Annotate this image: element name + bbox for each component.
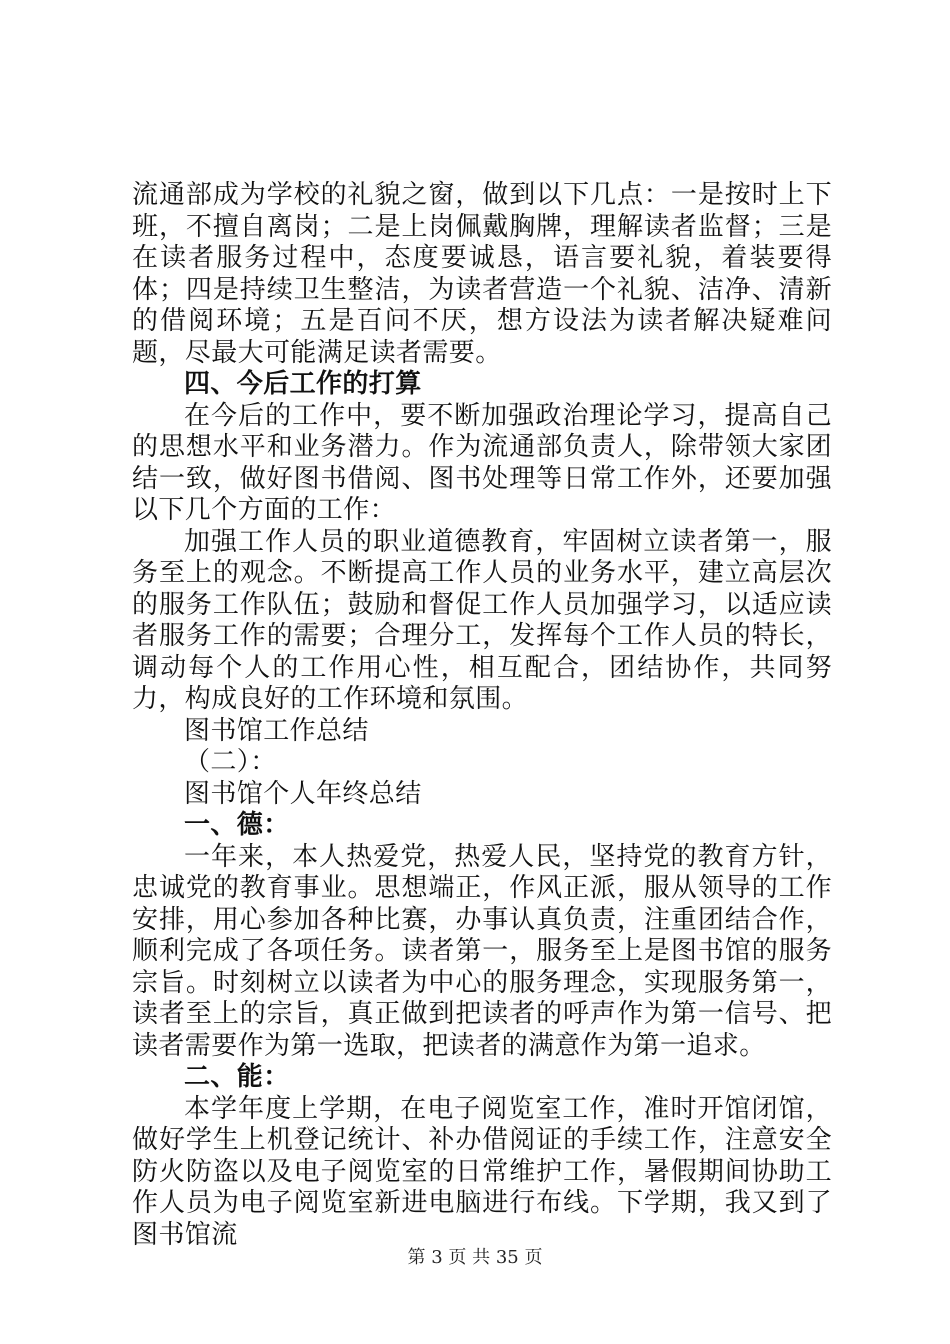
heading-morality: 一、德： <box>184 810 290 840</box>
section-subtitle-two: （二）： <box>184 747 277 777</box>
page-number-footer: 第 3 页 共 35 页 <box>407 1247 543 1268</box>
paragraph-staff-education: 加强工作人员的职业道德教育，牢固树立读者第一，服务至上的观念。不断提高工作人员的业务水平，建立高层次的服务工作队伍；鼓励和督促工作人员加强学习，以适应读者服务工作的需要；合理分工，发挥每个工作人员的特长，调动每个人的工作用心性，相互配合，团结协作，共同努力，构成良好的工作环境和氛围。 <box>132 526 832 714</box>
paragraph-morality: 一年来，本人热爱党，热爱人民，坚持党的教育方针，忠诚党的教育事业。思想端正，作风正派，服从领导的工作安排，用心参加各种比赛，办事认真负责，注重团结合作，顺利完成了各项任务。读者第一，服务至上是图书馆的服务宗旨。时刻树立以读者为中心的服务理念，实现服务第一，读者至上的宗旨，真正做到把读者的呼声作为第一信号、把读者需要作为第一选取，把读者的满意作为第一追求。 <box>132 841 832 1061</box>
paragraph-courtesy-window: 流通部成为学校的礼貌之窗，做到以下几点：一是按时上下班，不擅自离岗；二是上岗佩戴胸牌，理解读者监督；三是在读者服务过程中，态度要诚恳，语言要礼貌，着装要得体；四是持续卫生整洁，为读者营造一个礼貌、洁净、清新的借阅环境；五是百问不厌，想方设法为读者解决疑难问题，尽最大可能满足读者需要。 <box>132 180 832 368</box>
section-title-library-summary: 图书馆工作总结 <box>184 715 369 746</box>
document-body <box>132 180 832 1251</box>
heading-future-plans: 四、今后工作的打算 <box>184 369 422 399</box>
paragraph-ability: 本学年度上学期，在电子阅览室工作，准时开馆闭馆，做好学生上机登记统计、补办借阅证的手续工作，注意安全防火防盗以及电子阅览室的日常维护工作，暑假期间协助工作人员为电子阅览室新进电脑进行布线。下学期，我又到了图书馆流 <box>132 1093 832 1250</box>
section-title-annual-summary: 图书馆个人年终总结 <box>184 778 422 809</box>
paragraph-future-work: 在今后的工作中，要不断加强政治理论学习，提高自己的思想水平和业务潜力。作为流通部负责人，除带领大家团结一致，做好图书借阅、图书处理等日常工作外，还要加强以下几个方面的工作： <box>132 400 832 525</box>
heading-ability: 二、能： <box>184 1062 290 1092</box>
